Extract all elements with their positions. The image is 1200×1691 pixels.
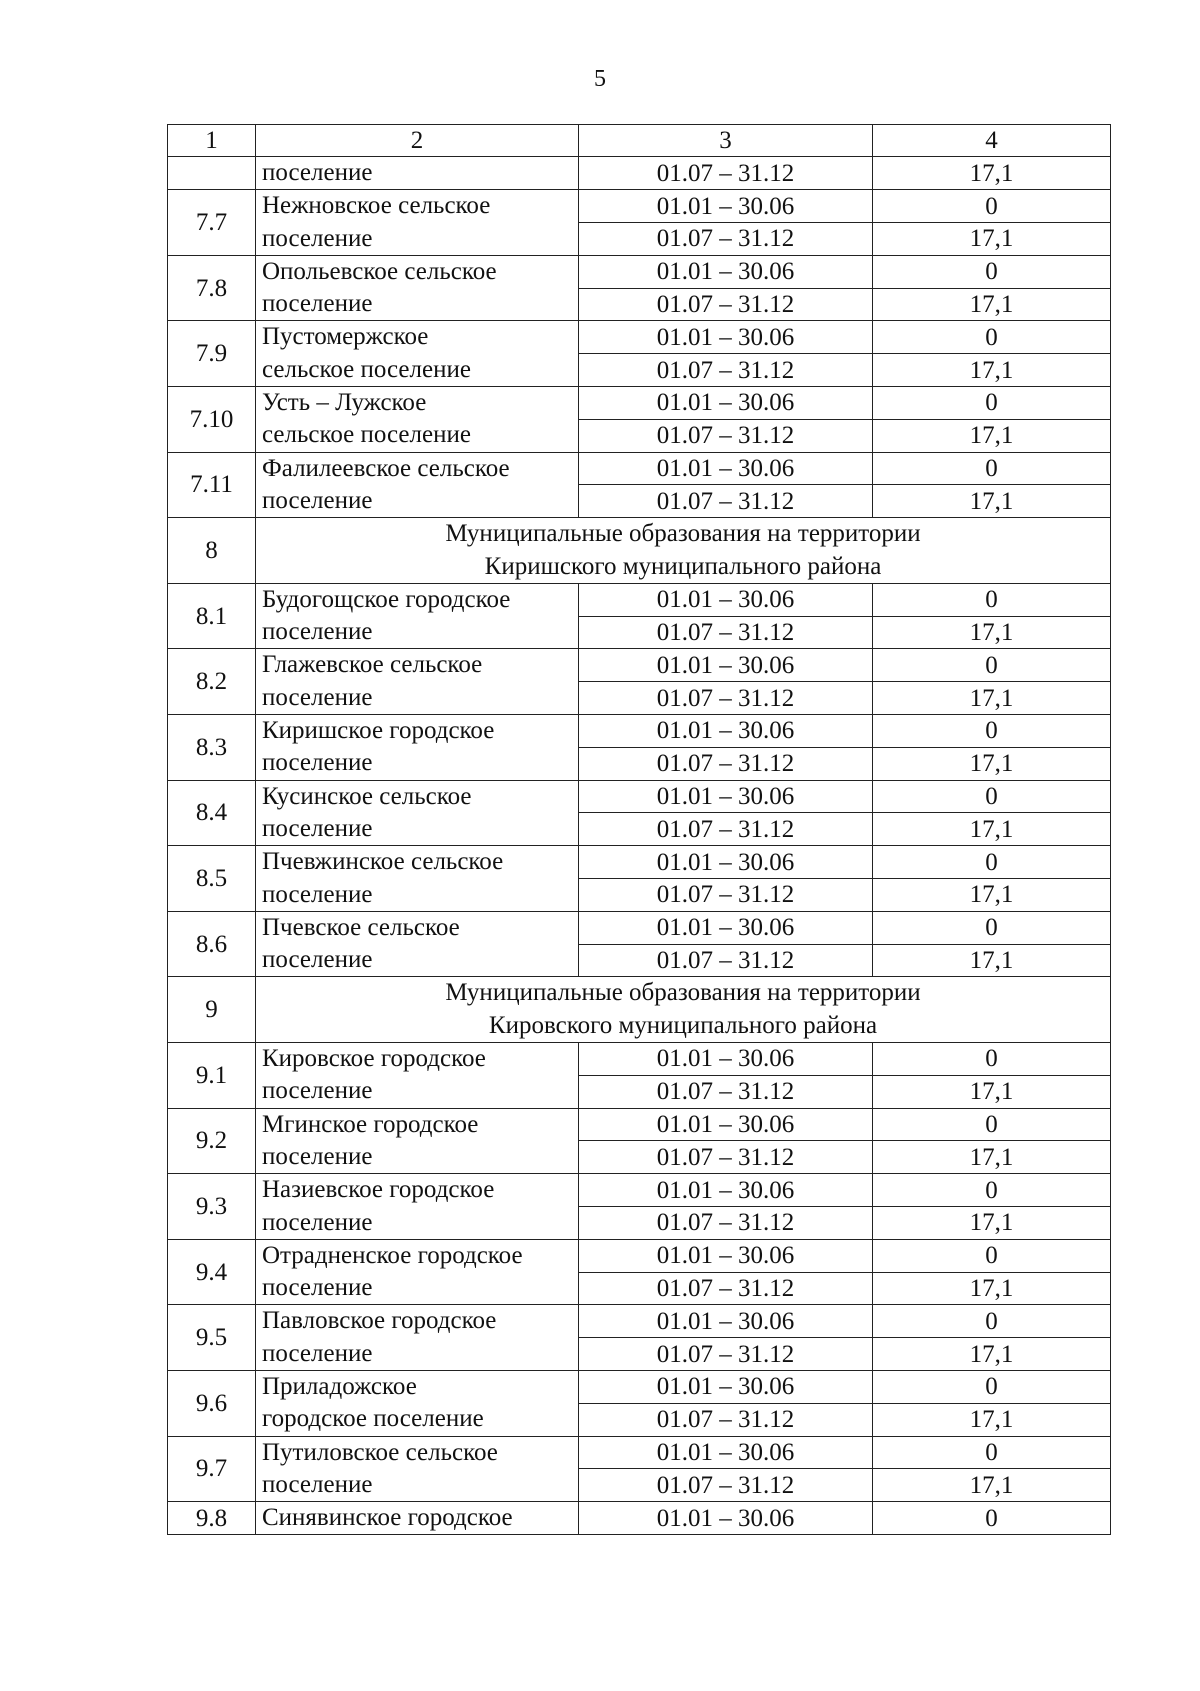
row-number: 9.8 xyxy=(168,1502,256,1535)
group-header-row xyxy=(168,977,1111,1043)
group-title-line: Муниципальные образования на территории xyxy=(445,520,921,548)
settlement-name-line: поселение xyxy=(262,1339,373,1367)
row-number: 7.9 xyxy=(168,321,256,387)
value-cell: 17,1 xyxy=(873,682,1111,715)
value-cell: 0 xyxy=(873,255,1111,288)
table-row xyxy=(168,1108,1111,1141)
table-row xyxy=(168,911,1111,944)
group-title xyxy=(256,518,1111,584)
settlement-name-line: Фалилеевское сельское xyxy=(262,454,510,482)
period-cell: 01.01 – 30.06 xyxy=(579,1502,873,1535)
period-cell: 01.01 – 30.06 xyxy=(579,846,873,879)
settlement-name-line: сельское поселение xyxy=(262,421,471,449)
value-cell: 0 xyxy=(873,1239,1111,1272)
row-number: 7.11 xyxy=(168,452,256,518)
settlement-name xyxy=(256,1370,579,1436)
value-cell: 0 xyxy=(873,911,1111,944)
period-cell: 01.07 – 31.12 xyxy=(579,1141,873,1174)
period-cell: 01.07 – 31.12 xyxy=(579,944,873,977)
period-cell: 01.01 – 30.06 xyxy=(579,583,873,616)
settlement-name xyxy=(256,452,579,518)
value-cell: 0 xyxy=(873,1174,1111,1207)
value-cell: 17,1 xyxy=(873,813,1111,846)
value-cell: 0 xyxy=(873,387,1111,420)
period-cell: 01.01 – 30.06 xyxy=(579,911,873,944)
period-cell: 01.01 – 30.06 xyxy=(579,1174,873,1207)
settlement-name xyxy=(256,1502,579,1535)
settlement-name-line: поселение xyxy=(262,880,373,908)
row-number xyxy=(168,157,256,190)
settlement-name-line: поселение xyxy=(262,1274,373,1302)
value-cell: 17,1 xyxy=(873,1141,1111,1174)
period-cell: 01.01 – 30.06 xyxy=(579,321,873,354)
settlement-name-line: поселение xyxy=(262,1470,373,1498)
row-number: 9.4 xyxy=(168,1239,256,1305)
period-cell: 01.07 – 31.12 xyxy=(579,223,873,256)
value-cell: 0 xyxy=(873,1043,1111,1076)
group-header-row xyxy=(168,518,1111,584)
settlement-name-line: поселение xyxy=(262,1142,373,1170)
settlement-name-line: поселение xyxy=(262,946,373,974)
settlement-name-line: городское поселение xyxy=(262,1405,484,1433)
continuation-row xyxy=(168,157,1111,190)
table-row xyxy=(168,321,1111,354)
period-cell: 01.07 – 31.12 xyxy=(579,1075,873,1108)
period-cell: 01.01 – 30.06 xyxy=(579,780,873,813)
period-cell: 01.07 – 31.12 xyxy=(579,1403,873,1436)
value-cell: 17,1 xyxy=(873,879,1111,912)
settlement-name-line: поселение xyxy=(262,290,373,318)
value-cell: 17,1 xyxy=(873,1207,1111,1240)
value-cell: 17,1 xyxy=(873,223,1111,256)
value-cell: 17,1 xyxy=(873,1338,1111,1371)
settlement-name-line: Синявинское городское xyxy=(262,1504,513,1532)
row-number: 8.6 xyxy=(168,911,256,977)
settlement-name-line: поселение xyxy=(262,1208,373,1236)
settlement-name xyxy=(256,1239,579,1305)
settlement-name-line: Приладожское xyxy=(262,1372,417,1400)
settlement-name-line: Путиловское сельское xyxy=(262,1438,498,1466)
row-number: 8.4 xyxy=(168,780,256,846)
period-cell: 01.07 – 31.12 xyxy=(579,354,873,387)
settlement-name xyxy=(256,649,579,715)
settlement-name xyxy=(256,255,579,321)
settlement-name-line: Нежновское сельское xyxy=(262,192,491,220)
value-cell: 0 xyxy=(873,583,1111,616)
settlement-name-line: Пчевское сельское xyxy=(262,913,460,941)
value-cell: 17,1 xyxy=(873,1469,1111,1502)
settlement-name-line: поселение xyxy=(262,224,373,252)
tariff-table xyxy=(167,124,1111,1535)
settlement-name-line: Павловское городское xyxy=(262,1307,497,1335)
period-cell: 01.07 – 31.12 xyxy=(579,616,873,649)
value-cell: 17,1 xyxy=(873,288,1111,321)
group-title xyxy=(256,977,1111,1043)
value-cell: 17,1 xyxy=(873,944,1111,977)
period-cell: 01.07 – 31.12 xyxy=(579,1272,873,1305)
settlement-name xyxy=(256,1174,579,1240)
settlement-name-line: Глажевское сельское xyxy=(262,651,483,679)
period-cell: 01.07 – 31.12 xyxy=(579,419,873,452)
row-number: 8.3 xyxy=(168,715,256,781)
settlement-name xyxy=(256,715,579,781)
value-cell: 17,1 xyxy=(873,1403,1111,1436)
period-cell: 01.07 – 31.12 xyxy=(579,682,873,715)
value-cell: 0 xyxy=(873,452,1111,485)
value-cell: 17,1 xyxy=(873,485,1111,518)
table-row xyxy=(168,846,1111,879)
settlement-name-line: поселение xyxy=(262,749,373,777)
settlement-name-line: поселение xyxy=(262,618,373,646)
row-number: 8.1 xyxy=(168,583,256,649)
page-number: 5 xyxy=(594,66,606,92)
group-number: 9 xyxy=(168,977,256,1043)
row-number: 7.8 xyxy=(168,255,256,321)
value-cell: 17,1 xyxy=(873,1272,1111,1305)
period-cell: 01.01 – 30.06 xyxy=(579,1305,873,1338)
value-cell: 17,1 xyxy=(873,419,1111,452)
settlement-name-line: Отрадненское городское xyxy=(262,1241,523,1269)
row-number: 9.7 xyxy=(168,1436,256,1502)
value-cell: 0 xyxy=(873,190,1111,223)
value-cell: 0 xyxy=(873,846,1111,879)
group-number: 8 xyxy=(168,518,256,584)
settlement-name-line: Пустомержское xyxy=(262,323,429,351)
value-cell: 0 xyxy=(873,321,1111,354)
period-cell: 01.01 – 30.06 xyxy=(579,1043,873,1076)
table-row xyxy=(168,1370,1111,1403)
row-number: 7.7 xyxy=(168,190,256,256)
settlement-name-line: поселение xyxy=(262,683,373,711)
table-row xyxy=(168,649,1111,682)
period-cell: 01.07 – 31.12 xyxy=(579,813,873,846)
period-cell: 01.01 – 30.06 xyxy=(579,715,873,748)
header-cell-3: 3 xyxy=(579,125,873,157)
table-row xyxy=(168,190,1111,223)
settlement-name-line: поселение xyxy=(262,486,373,514)
settlement-name-line: поселение xyxy=(262,159,373,186)
settlement-name xyxy=(256,780,579,846)
value-cell: 17,1 xyxy=(873,616,1111,649)
table-row xyxy=(168,1502,1111,1535)
period-cell: 01.07 – 31.12 xyxy=(579,1469,873,1502)
period-cell: 01.01 – 30.06 xyxy=(579,1108,873,1141)
settlement-name xyxy=(256,583,579,649)
period-cell: 01.07 – 31.12 xyxy=(579,288,873,321)
table-row xyxy=(168,583,1111,616)
period-cell: 01.01 – 30.06 xyxy=(579,1436,873,1469)
table-row xyxy=(168,1305,1111,1338)
settlement-name-line: Кусинское сельское xyxy=(262,782,472,810)
table-row xyxy=(168,715,1111,748)
settlement-name-line: Опольевское сельское xyxy=(262,257,497,285)
period-cell: 01.07 – 31.12 xyxy=(579,879,873,912)
table-row xyxy=(168,255,1111,288)
group-title-line: Кировского муниципального района xyxy=(488,1011,878,1039)
settlement-name xyxy=(256,911,579,977)
settlement-name xyxy=(256,321,579,387)
row-number: 9.3 xyxy=(168,1174,256,1240)
row-number: 8.2 xyxy=(168,649,256,715)
value-cell: 0 xyxy=(873,1370,1111,1403)
period-cell: 01.01 – 30.06 xyxy=(579,255,873,288)
period-cell: 01.01 – 30.06 xyxy=(579,190,873,223)
value-cell: 0 xyxy=(873,780,1111,813)
period-cell: 01.07 – 31.12 xyxy=(579,1338,873,1371)
period-cell: 01.07 – 31.12 xyxy=(579,747,873,780)
settlement-name xyxy=(256,387,579,453)
value-cell: 0 xyxy=(873,1305,1111,1338)
table-row xyxy=(168,387,1111,420)
header-cell-1: 1 xyxy=(168,125,256,157)
period-cell: 01.07 – 31.12 xyxy=(579,1207,873,1240)
row-number: 9.1 xyxy=(168,1043,256,1109)
settlement-name-line: Кировское городское xyxy=(262,1045,486,1073)
settlement-name-line: Будогощское городское xyxy=(262,585,511,613)
value-cell: 0 xyxy=(873,1436,1111,1469)
settlement-name-line: Мгинское городское xyxy=(262,1110,479,1138)
row-number: 9.5 xyxy=(168,1305,256,1371)
period-cell: 01.01 – 30.06 xyxy=(579,649,873,682)
period-cell: 01.07 – 31.12 xyxy=(579,157,873,190)
value-cell: 17,1 xyxy=(873,1075,1111,1108)
settlement-name-line: сельское поселение xyxy=(262,355,471,383)
period-cell: 01.01 – 30.06 xyxy=(579,1239,873,1272)
settlement-name xyxy=(256,1436,579,1502)
row-number: 9.6 xyxy=(168,1370,256,1436)
settlement-name-line: Назиевское городское xyxy=(262,1176,495,1204)
value-cell: 17,1 xyxy=(873,157,1111,190)
settlement-name-line: Пчевжинское сельское xyxy=(262,848,504,876)
period-cell: 01.01 – 30.06 xyxy=(579,452,873,485)
settlement-name xyxy=(256,846,579,912)
settlement-name xyxy=(256,1108,579,1174)
period-cell: 01.07 – 31.12 xyxy=(579,485,873,518)
settlement-name xyxy=(256,1305,579,1371)
settlement-name-line: поселение xyxy=(262,1077,373,1105)
settlement-name-line: Киришское городское xyxy=(262,717,495,745)
table-row xyxy=(168,1043,1111,1076)
settlement-name xyxy=(256,190,579,256)
value-cell: 0 xyxy=(873,715,1111,748)
settlement-name xyxy=(256,1043,579,1109)
settlement-name-line: поселение xyxy=(262,814,373,842)
row-number: 7.10 xyxy=(168,387,256,453)
table-row xyxy=(168,1174,1111,1207)
value-cell: 0 xyxy=(873,1108,1111,1141)
group-title-line: Муниципальные образования на территории xyxy=(445,979,921,1007)
value-cell: 17,1 xyxy=(873,747,1111,780)
row-number: 8.5 xyxy=(168,846,256,912)
table-row xyxy=(168,452,1111,485)
settlement-name xyxy=(256,157,579,190)
table-row xyxy=(168,1436,1111,1469)
header-cell-4: 4 xyxy=(873,125,1111,157)
value-cell: 0 xyxy=(873,649,1111,682)
settlement-name-line: Усть – Лужское xyxy=(262,389,427,417)
header-cell-2: 2 xyxy=(256,125,579,157)
row-number: 9.2 xyxy=(168,1108,256,1174)
period-cell: 01.01 – 30.06 xyxy=(579,387,873,420)
table-row xyxy=(168,780,1111,813)
table-row xyxy=(168,1239,1111,1272)
group-title-line: Киришского муниципального района xyxy=(484,552,882,580)
value-cell: 0 xyxy=(873,1502,1111,1535)
header-row xyxy=(168,125,1111,157)
value-cell: 17,1 xyxy=(873,354,1111,387)
period-cell: 01.01 – 30.06 xyxy=(579,1370,873,1403)
